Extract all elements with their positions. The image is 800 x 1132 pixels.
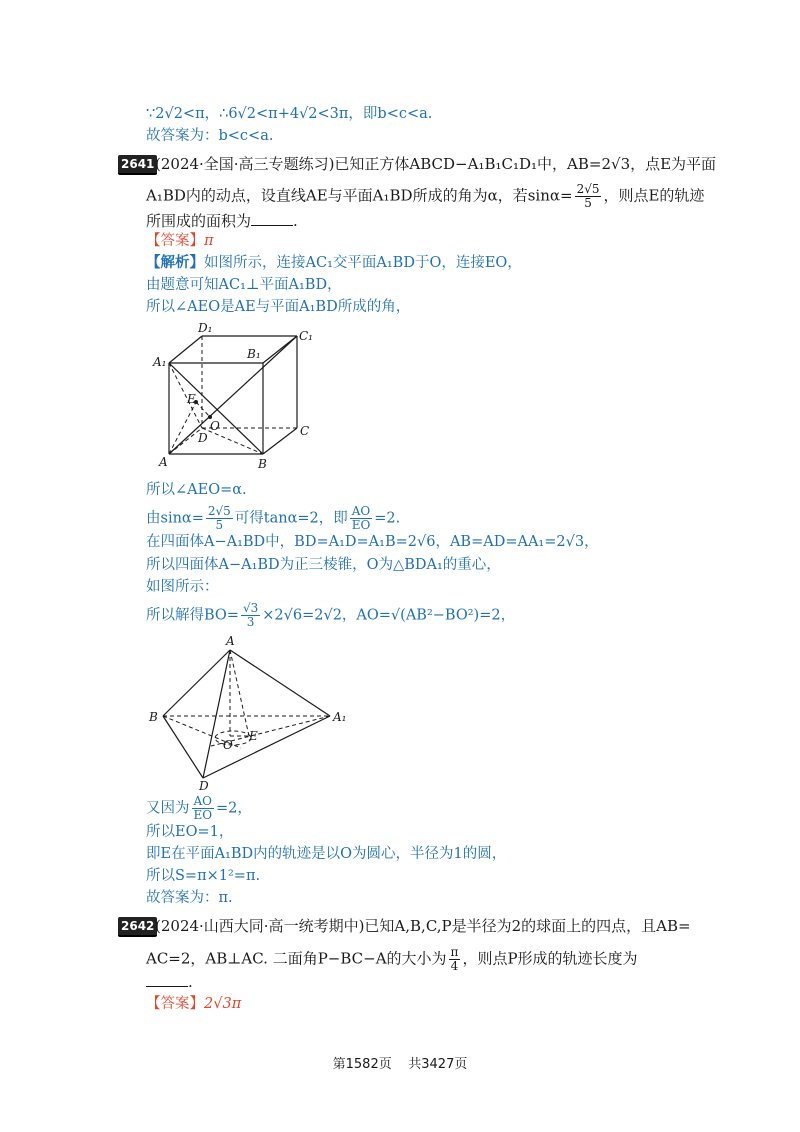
problem-2641-text-2b: ，则点E的轨迹 [603, 186, 705, 205]
fraction-sqrt3 [241, 602, 260, 629]
label-c: C [300, 424, 310, 438]
locus-circle [215, 731, 251, 745]
edge-a-a1 [230, 650, 330, 716]
prev-line-2: 故答案为：b<c<a. [146, 128, 274, 144]
fraction-pi-4 [449, 946, 461, 973]
label-a1: A₁ [333, 710, 347, 724]
analysis-line-5 [146, 505, 400, 532]
problem-2641-text-2a: A₁BD内的动点，设直线AE与平面A₁BD所成的角为α，若sinα= [146, 186, 573, 205]
problem-2641-line-1 [155, 154, 716, 174]
analysis-line-12: 即E在平面A₁BD内的轨迹是以O为圆心，半径为1的圆， [146, 846, 507, 862]
problem-2642-line-1 [155, 916, 691, 936]
problem-2642-text-2a: AC=2，AB⊥AC. 二面角P−BC−A的大小为 [146, 949, 447, 968]
cube-figure [140, 318, 330, 478]
problem-2642-source: (2024·山西大同·高一统考期中) [155, 917, 365, 935]
problem-2641-text-1: 已知正方体ABCD−A₁B₁C₁D₁中，AB=2√3，点E为平面 [334, 155, 717, 173]
problem-2641-source: (2024·全国·高三专题练习) [155, 155, 335, 173]
label-o: O [223, 738, 233, 752]
analysis-line-14: 故答案为：π. [146, 890, 233, 906]
analysis-line-2: 由题意可知AC₁⊥平面A₁BD， [146, 277, 342, 293]
tetrahedron-figure [145, 632, 365, 792]
label-b: B [258, 457, 267, 471]
analysis-line-1 [146, 253, 522, 273]
label-o: O [210, 419, 220, 433]
edge-a-d [203, 650, 230, 778]
fraction-denominator: 4 [450, 959, 459, 973]
label-d: D [199, 779, 209, 792]
fraction-denominator: 5 [584, 196, 592, 210]
analysis-line-4: 所以∠AEO=α. [146, 482, 247, 498]
prev-line-1: ∵2√2<π，∴6√2<π+4√2<3π，即b<c<a. [146, 106, 433, 122]
analysis-line-9 [146, 602, 515, 629]
analysis-line-8: 如图所示： [146, 579, 219, 595]
fraction-ao-eo-2 [192, 795, 215, 822]
label-e: E [249, 729, 258, 743]
page-footer [0, 1053, 800, 1072]
page-number: 第1582页 [332, 1057, 392, 1072]
problem-2641-line-3 [146, 211, 298, 231]
answer-row-2642 [146, 994, 241, 1014]
problem-number-2642: 2642 [118, 917, 157, 937]
analysis-label: 【解析】 [146, 254, 204, 271]
analysis-10a: 又因为 [146, 800, 190, 817]
fraction-sin [206, 505, 233, 532]
analysis-5c: =2. [374, 510, 401, 527]
label-a: A [226, 634, 235, 648]
answer-value: π [204, 233, 214, 249]
analysis-5b: 可得tanα=2，即 [234, 510, 348, 527]
fraction-denominator: EO [193, 808, 213, 822]
problem-2641-text-3: 所围成的面积为 [146, 212, 252, 230]
label-e: E [187, 392, 196, 406]
answer-blank [146, 974, 188, 987]
analysis-line-6: 在四面体A−A₁BD中，BD=A₁D=A₁B=2√6，AB=AD=AA₁=2√3， [146, 534, 599, 550]
fraction-ao-eo [350, 505, 373, 532]
analysis-line-7: 所以四面体A−A₁BD为正三棱锥，O为△BDA₁的重心， [146, 557, 501, 573]
edge-a-b [163, 650, 230, 716]
label-a1: A₁ [153, 355, 167, 369]
fraction-numerator: 2√5 [576, 182, 600, 196]
analysis-5a: 由sinα= [146, 510, 204, 527]
hidden-e-o [196, 402, 210, 417]
answer-row-2641 [146, 231, 214, 251]
problem-2642-text-1: 已知A,B,C,P是半径为2的球面上的四点，且AB= [364, 917, 691, 935]
label-b1: B₁ [247, 347, 261, 361]
analysis-10b: =2， [216, 800, 252, 817]
problem-2642-line-2 [146, 946, 638, 973]
fraction-numerator: 2√5 [207, 504, 231, 518]
hidden-a-e [169, 402, 196, 454]
problem-number-2641: 2641 [118, 155, 157, 175]
analysis-text-1: 如图所示，连接AC₁交平面A₁BD于O，连接EO， [204, 255, 522, 271]
analysis-line-10 [146, 795, 252, 822]
analysis-9b: ×2√6=2√2，AO=√(AB²−BO²)=2， [262, 607, 516, 624]
period: . [293, 212, 298, 230]
period: . [188, 973, 193, 991]
answer-label: 【答案】 [146, 996, 204, 1012]
edge-b-c [263, 428, 297, 454]
label-a: A [159, 455, 168, 469]
hidden-a-e [230, 650, 249, 736]
edge-b-d [163, 716, 203, 778]
total-pages: 共3427页 [408, 1057, 468, 1072]
fraction-numerator: π [450, 945, 459, 959]
fraction-numerator: √3 [242, 601, 259, 615]
analysis-line-13: 所以S=π×1²=π. [146, 868, 261, 884]
label-d1: D₁ [198, 321, 213, 335]
problem-2642-text-2b: ，则点P形成的轨迹长度为 [462, 949, 638, 968]
label-b: B [149, 710, 158, 724]
answer-label: 【答案】 [146, 233, 204, 249]
fraction-numerator: AO [193, 794, 213, 808]
analysis-line-11: 所以EO=1， [146, 824, 234, 840]
answer-blank [251, 213, 293, 226]
analysis-line-3: 所以∠AEO是AE与平面A₁BD所成的角， [146, 299, 411, 315]
hidden-a1-d [169, 363, 202, 428]
answer-value: 2√3π [204, 996, 242, 1012]
problem-2642-line-3 [146, 972, 193, 992]
label-c1: C₁ [299, 329, 313, 343]
problem-2641-fraction [575, 183, 602, 210]
edge-a1-d1 [169, 336, 202, 363]
problem-2641-line-2 [146, 183, 704, 210]
analysis-9a: 所以解得BO= [146, 607, 239, 624]
fraction-denominator: 5 [215, 518, 224, 532]
fraction-numerator: AO [351, 504, 371, 518]
label-d: D [198, 431, 208, 445]
fraction-denominator: 3 [246, 615, 255, 629]
fraction-denominator: EO [351, 518, 371, 532]
